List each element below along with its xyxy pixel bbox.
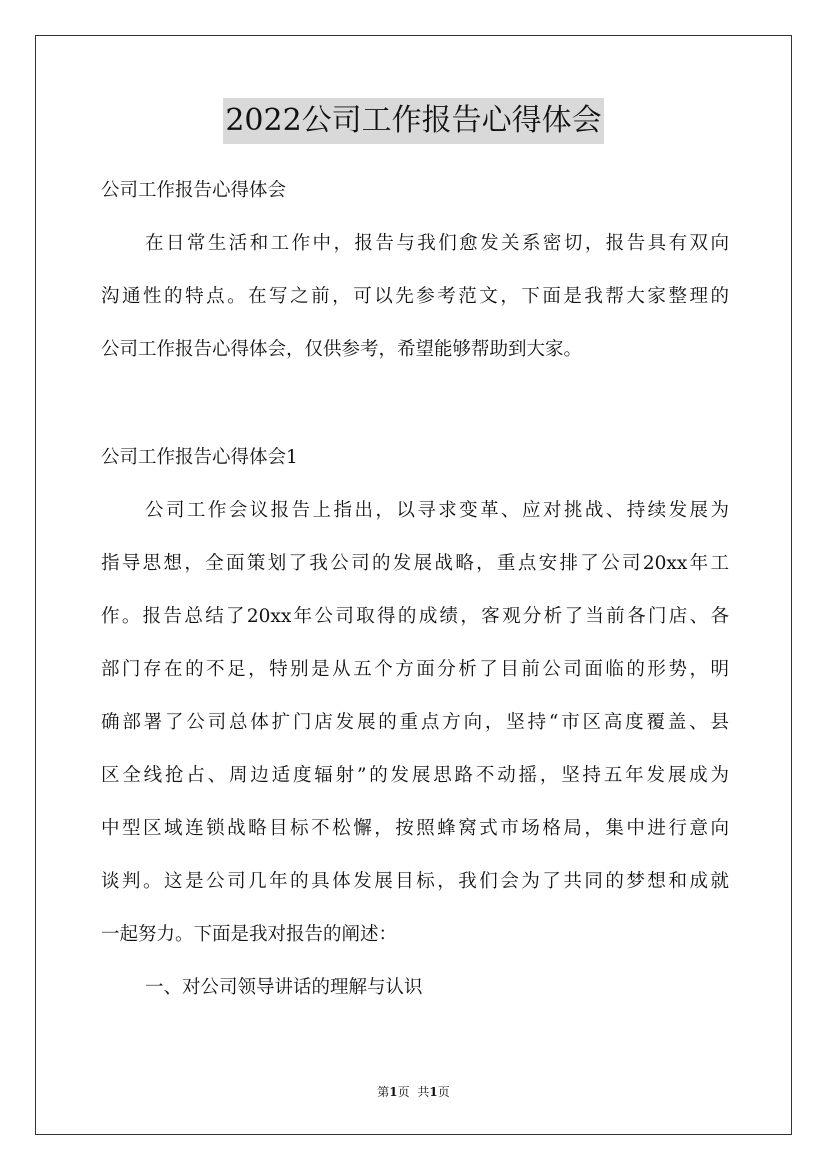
blank-line: [101, 376, 729, 429]
section-line-6: 区全线抢占、周边适度辐射”的发展思路不动摇，坚持五年发展成为: [101, 765, 729, 786]
intro-line-3: 公司工作报告心得体会，仅供参考，希望能够帮助到大家。: [101, 339, 583, 360]
section-line-5: 确部署了公司总体扩门店发展的重点方向，坚持“市区高度覆盖、县: [101, 712, 729, 733]
intro-line-2: 沟通性的特点。在写之前，可以先参考范文，下面是我帮大家整理的: [101, 286, 729, 307]
title-container: [0, 98, 827, 144]
total-suffix: 页: [437, 1085, 450, 1099]
document-title: 2022公司工作报告心得体会: [223, 98, 603, 144]
subheading: 一、对公司领导讲话的理解与认识: [145, 977, 423, 998]
section-line-3: 作。报告总结了20xx年公司取得的成绩，客观分析了当前各门店、各: [101, 606, 729, 627]
section-line-9: 一起努力。下面是我对报告的阐述：: [101, 924, 398, 945]
section-line-4: 部门存在的不足，特别是从五个方面分析了目前公司面临的形势，明: [101, 659, 729, 680]
section-line-7: 中型区域连锁战略目标不松懈，按照蜂窝式市场格局，集中进行意向: [101, 818, 729, 839]
total-prefix: 共: [417, 1085, 430, 1099]
document-body: [101, 164, 729, 1014]
page-suffix: 页: [397, 1085, 410, 1099]
intro-line-1: 在日常生活和工作中，报告与我们愈发关系密切，报告具有双向: [145, 233, 729, 254]
section-line-8: 谈判。这是公司几年的具体发展目标，我们会为了共同的梦想和成就: [101, 871, 729, 892]
section-heading: 公司工作报告心得体会1: [101, 447, 298, 468]
page-footer: [0, 1082, 827, 1102]
page-number: 1: [389, 1085, 398, 1099]
total-pages: 1: [429, 1085, 438, 1099]
section-line-1: 公司工作会议报告上指出，以寻求变革、应对挑战、持续发展为: [145, 500, 729, 521]
document-subtitle: 公司工作报告心得体会: [101, 180, 287, 201]
section-line-2: 指导思想，全面策划了我公司的发展战略，重点安排了公司20xx年工: [101, 553, 729, 574]
page-prefix: 第: [377, 1085, 390, 1099]
